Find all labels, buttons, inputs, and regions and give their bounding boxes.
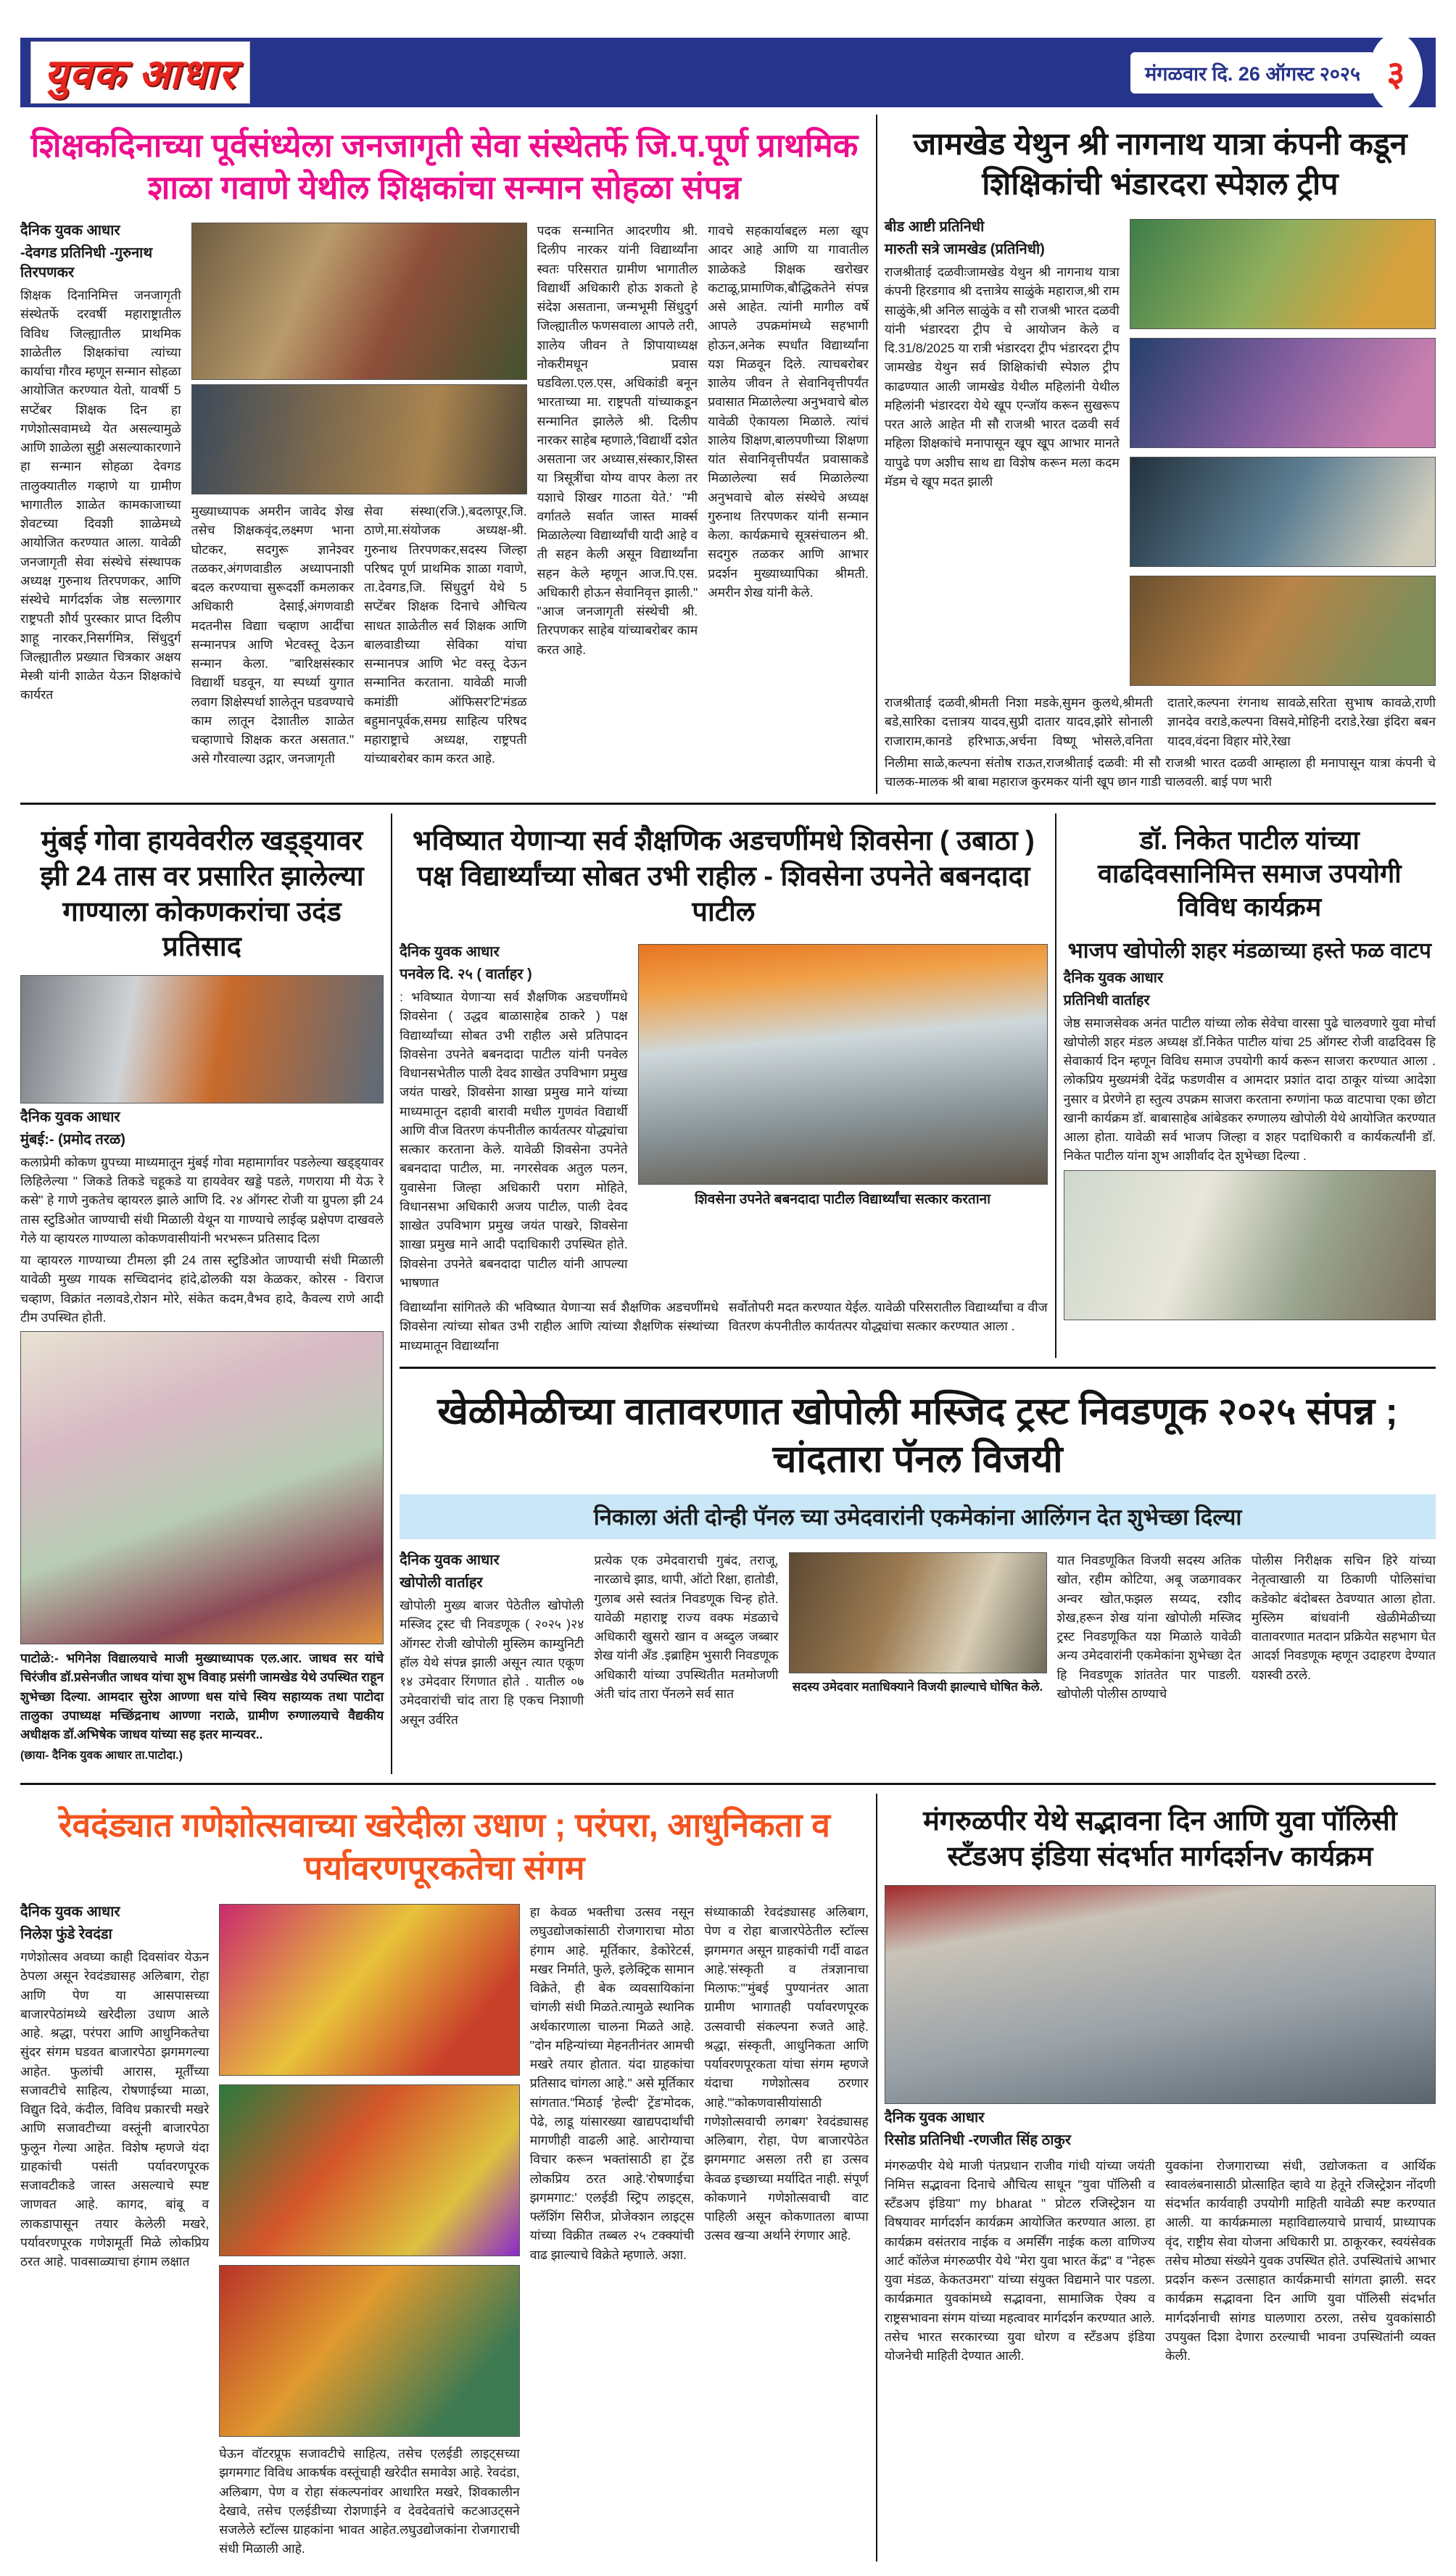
khopoli-body-col4: पोलीस निरीक्षक सचिन हिरे यांच्या नेतृत्वाखाली या ठिकाणी पोलिसांचा कडेकोट बंदोबस्त ठेवण्यात आला होता. मुस्लिम बांधवांनी खेळीमेळीच्या वातावरणात मतदान प्रक्रियेत सहभाग घेत आदर्श निवडणूक म्हणून उदाहरण देण्यात यशस्वी ठरले. xyxy=(1251,1553,1436,1682)
revdanda-body-col1: गणेशोत्सव अवघ्या काही दिवसांवर येऊन ठेपला असून रेवदंड्यासह अलिबाग, रोहा आणि पेण या आसपासच्या बाजारपेठांमध्ये खरेदीला उधाण आले आहे. श्रद्धा, परंपरा आणि आधुनिकतेचा सुंदर संगम घडवत बाजारपेठा झगमगल्या आहेत. फुलांची आरास, मूर्तींच्या सजावटीचे साहित्य, रोषणाईच्या माळा, विद्युत दिवे, कंदील, विविध प्रकारची मखरे आणि सजावटीच्या वस्तूंनी बाजारपेठा फुलून गेल्या आहेत. विशेष म्हणजे यंदा ग्राहकांची पसंती पर्यावरणपूरक सजावटीकडे जास्त असल्याचे स्पष्ट जाणवत आहे. कागद, बांबू व लाकडापासून तयार केलेली मखरे, पर्यावरणपूरक गणेशमूर्ती मिळे लोकप्रिय ठरत आहे. पावसाळ्याचा हंगाम लक्षात xyxy=(20,1950,210,2269)
shivsena-byline2: पनवेल दि. २५ ( वार्ताहर ) xyxy=(400,966,532,983)
shivsena-headline: भविष्यात येणाऱ्या सर्व शैक्षणिक अडचणींमधे शिवसेना ( उबाठा ) पक्ष विद्यार्थ्यांच्या सोबत उभी राहील - शिवसेना उपनेते बबनदादा पाटील xyxy=(412,826,1035,927)
jamkhed-names-list: राजश्रीताई दळवी,श्रीमती निशा मडके,सुमन कुलथे,श्रीमती बडे,सारिका दत्तात्रय यादव,सुप्री दातार यादव,झोरे सोनाली राजाराम,कानडे हरिभाऊ,अर्चना विष्णू भोसले,वनिता दातारे,कल्पना रंगनाथ सावळे,सरिता सुभाष कावळे,राणी ज्ञानदेव वराडे,कल्पना विसवे,मोहिनी दराडे,रेखा इंदिरा बबन यादव,वंदना विहार मोरे,रेखा xyxy=(884,695,1436,748)
page-number-badge xyxy=(1369,33,1423,112)
vertical-divider xyxy=(391,813,392,1774)
revdanda-photo-collage xyxy=(219,1900,520,2561)
khopoli-strap: निकाला अंती दोन्ही पॅनल च्या उमेदवारांनी एकमेकांना आलिंगन देत शुभेच्छा दिल्या xyxy=(400,1494,1436,1539)
revdanda-body-col2: घेऊन वॉटरप्रूफ सजावटीचे साहित्य, तसेच एलईडी लाइट्सच्या झगमगाट विविध आकर्षक वस्तूंचाही खरेदीत समावेश आहे. रेवदंडा, अलिबाग, पेण व रोहा संकल्पनांवर आधारित मखरे, शिवकालीन देखावे, तसेच एलईडीच्या रोशणाईने व देवदेवतांचे कटआउट्सने सजलेले स्टॉल्स ग्राहकांना भावत आहेत.लघुउद्योजकांना रोजगाराची संधी मिळाली आहे. xyxy=(219,2446,520,2556)
horizontal-divider xyxy=(20,1783,1436,1785)
teacher-col-4 xyxy=(537,218,698,771)
mangrulpir-body-col2: युवकांना रोजगाराच्या संधी, उद्योजकता व आर्थिक स्वावलंबनासाठी प्रोत्साहित व्हावे या हेतूने रजिस्ट्रेशन नोंदणी संदर्भात कार्यवाही उपयोगी माहिती यावेळी स्पष्ट करण्यात आली. या कार्यक्रमाला महाविद्यालयाचे प्राचार्य, प्राध्यापक वृंद, राष्ट्रीय सेवा योजना अधिकारी प्रा. ठाकूरकर, स्वयंसेवक तसेच मोठ्या संख्येने युवक उपस्थित होते. उपस्थितांचे आभार प्रदर्शन करून उत्साहात कार्यक्रमाची सांगता झाली. सदर कार्यक्रम सद्भावना दिन आणि युवा पॉलिसी संदर्भात मार्गदर्शनाची सांगड घालणारा ठरला, तसेच युवकांसाठी उपयुक्त दिशा देणारा ठरल्याची भावना उपस्थितांनी व्यक्त केली. xyxy=(1165,2158,1436,2364)
niket-body: जेष्ठ समाजसेवक अनंत पाटील यांच्या लोक सेवेचा वारसा पुढे चालवणारे युवा मोर्चा खोपोली शहर मंडल अध्यक्ष डॉ.निकेत पाटील यांचा 25 ऑगस्ट रोजी वाढदिवस हि सेवाकार्य दिन म्हणून विविध समाज उपयोगी कार्य करून साजरा करण्यात आला . लोकप्रिय मुख्यमंत्री देवेंद्र फडणवीस व आमदार प्रशांत दादा ठाकूर यांच्या आदेशा नुसार व प्रेरणेने हा स्तुत्य उपक्रम साजरा करताना रुग्णांना फळ वाटपाचा एका छोटा खानी कार्यक्रम डॉ. बाबासाहेब आंबेडकर रुग्णालय खोपोली येथे आयोजित करण्यात आला होता. यावेळी सर्व भाजप जिल्हा व शहर पदाधिकारी व कार्यकर्त्यांनी डॉ. निकेत पाटील यांना शुभ आशीर्वाद देत शुभेच्छा दिल्या . xyxy=(1063,1015,1436,1164)
article-teacher-honor xyxy=(20,115,869,794)
issue-date: मंगळवार दि. 26 ऑगस्ट २०२५ xyxy=(1130,52,1375,94)
article-revdanda xyxy=(20,1794,869,2561)
mangrulpir-body-col1: मंगरुळपीर येथे माजी पंतप्रधान राजीव गांधी यांच्या जयंती निमित्त सद्भावना दिनाचे औचित्य साधून "युवा पॉलिसी व स्टँडअप इंडिया" my bharat " प्रोटल रजिस्ट्रेशन या विषयावर मार्गदर्शन कार्यक्रम आयोजित करण्यात आला. हा कार्यक्रम वसंतराव नाईक व अमर्सिंग नाईक कला वाणिज्य आर्ट कॉलेज मंगरुळपीर येथे "मेरा युवा भारत केंद्र" व "नेहरू युवा मंडळ, केकतउमरा" यांच्या संयुक्त विद्यमाने पार पडला. कार्यक्रमात युवकांमध्ये सद्भावना, सामाजिक ऐक्य व राष्ट्रसभावना संगम यांच्या महत्वावर मार्गदर्शन करण्यात आले. तसेच भारत सरकारच्या युवा धोरण व स्टँडअप इंडिया योजनेची माहिती देण्यात आली. xyxy=(884,2158,1155,2364)
shivsena-byline1: दैनिक युवक आधार xyxy=(400,944,500,961)
shivsena-photo-caption: शिवसेना उपनेते बबनदादा पाटील विद्यार्थ्यांचा सत्कार करताना xyxy=(695,1192,991,1208)
teacher-body-col2: मुख्याध्यापक अमरीन जावेद शेख तसेच शिक्षकवृंद,लक्ष्मण भाना घोटकर, सदगुरू ज्ञानेश्वर तळकर,अंगणवाडील अध्यापनाशी बदल करण्याचा सुरूदर्शी कमलाकर अधिकारी देसाई,अंगणवाडी मदतनीस विद्याा चव्हाण आदींचा सन्मानपत्र आणि भेटवस्तू देऊन सन्मान केला. "बारिक्षसंस्कार विद्यार्थी घडवून, या स्पर्ध्या युगात लवाग शिक्षेस्पर्धा शालेतून घडवण्याचे काम लातून देशातील शाळेत चव्हाणाचे शिक्षक करत असतात." असे गौरवाल्या उद्गार, जनजागृती xyxy=(191,504,355,766)
shivsena-photo-col xyxy=(638,940,1048,1295)
vertical-divider xyxy=(876,115,877,794)
article-shivsena xyxy=(400,813,1048,1358)
niket-headline: डॉ. निकेत पाटील यांच्या वाढदिवसानिमित्त समाज उपयोगी विविध कार्यक्रम xyxy=(1097,825,1402,922)
niket-byline2: प्रतिनिधी वार्ताहर xyxy=(1063,992,1150,1009)
article-jamkhed-trip xyxy=(885,115,1436,794)
mangrulpir-headline: मंगरुळपीर येथे सद्भावना दिन आणि युवा पॉलिसी स्टँडअप इंडिया संदर्भात मार्गदर्शनv कार्यक्रम xyxy=(923,1806,1397,1872)
teacher-byline2: -देवगड प्रतिनिधी -गुरुनाथ तिरपणकर xyxy=(20,245,153,281)
masthead-date-block xyxy=(1130,33,1423,112)
newspaper-logo-text: युवक आधार xyxy=(44,51,237,96)
article-mumbai-goa xyxy=(20,813,384,1774)
khopoli-body-col2: प्रत्येक एक उमेदवाराची गुबंद, तराजू, नारळाचे झाड, थापी, ऑटो रिक्षा, हातोडी, गुलाब असे स्वतंत्र निवडणूक चिन्ह होते. यावेळी महाराष्ट्र राज्य वक्फ मंडळाचे अधिकारी खुसरो खान व अब्दुल जब्बार शेख यांनी अँड .इब्राहिम भुसारी निवडणूक अधिकारी यांच्या उपस्थितीत मतमोजणी अंती चांद तारा पॅनलने सर्व सात xyxy=(594,1553,779,1701)
revdanda-byline2: निलेश फुंडे रेवदंडा xyxy=(20,1926,112,1943)
jamkhed-photo-collage xyxy=(1130,215,1436,690)
revdanda-byline1: दैनिक युवक आधार xyxy=(20,1904,120,1921)
photo-zee-studio-team xyxy=(20,975,384,1103)
mangrulpir-byline2: रिसोड प्रतिनिधी -रणजीत सिंह ठाकुर xyxy=(884,2132,1071,2148)
article-teacher-headline: शिक्षकदिनाच्या पूर्वसंध्येला जनजागृती सेवा संस्थेतर्फे जि.प.पूर्ण प्राथमिक शाळा गवाणे येथील शिक्षकांचा सन्मान सोहळा संपन्न xyxy=(30,127,859,206)
jamkhed-headline: जामखेड येथुन श्री नागनाथ यात्रा कंपनी कडून शिक्षिकांची भंडारदरा स्पेशल ट्रीप xyxy=(913,127,1407,202)
article-khopoli-election xyxy=(400,1378,1436,1732)
niket-byline1: दैनिक युवक आधार xyxy=(1063,969,1164,986)
vertical-divider xyxy=(1055,813,1056,1358)
teacher-byline1: दैनिक युवक आधार xyxy=(20,223,120,239)
article-mangrulpir xyxy=(885,1794,1436,2561)
mangrulpir-byline1: दैनिक युवक आधार xyxy=(884,2109,985,2126)
revdanda-col-1 xyxy=(20,1900,209,2561)
photo-wedding-group xyxy=(20,1331,384,1644)
teacher-body-col1: शिक्षक दिनानिमित्त जनजागृती संस्थेतर्फे दरवर्षी महाराष्ट्रातील विविध जिल्ह्यातील प्राथमिक शाळेतील शिक्षकांचा त्यांच्या कार्याचा गौरव म्हणून सन्मान सोहळा आयोजित करण्यात येतो, यावर्षी 5 सप्टेंबर शिक्षक दिन हा गणेशोत्सवामध्ये येत असल्यामुळे आणि शाळेला सुट्टी असल्याकारणाने हा सन्मान सोहळा देवगड तालुक्यातील गव्हाणे या ग्रामीण भागातील शाळेत कामकाजाच्या शेवटच्या दिवशी शाळेमध्ये आयोजित करण्यात आला. यावेळी जनजागृती सेवा संस्थेचे संस्थापक अध्यक्ष गुरुनाथ तिरपणकर, आणि संस्थेचे मार्गदर्शक जेष्ठ सल्लागार राष्ट्रपती शौर्य पुरस्कार प्राप्त दिलीप शाहू नारकर,निसर्गमित्र, सिंधुदुर्ग जिल्ह्यातील प्रख्यात चित्रकार अक्षय मेस्त्री यांनी शाळेत येऊन शिक्षकांचे कार्यरत xyxy=(20,288,181,703)
teacher-col-1 xyxy=(20,218,181,771)
khopoli-headline: खेळीमेळीच्या वातावरणात खोपोली मस्जिद ट्रस्ट निवडणूक २०२५ संपन्न ; चांदतारा पॅनल विजयी xyxy=(437,1390,1398,1481)
shivsena-bottom-col2: सर्वोतोपरी मदत करण्यात येईल. यावेळी परिसरातील विद्यार्थ्यांचा व वीज वितरण कंपनीतील कार्यतत्पर योद्ध्यांचा सत्कार करण्यात आला . xyxy=(728,1300,1048,1334)
khopoli-col-1 xyxy=(400,1548,584,1732)
bottom-band xyxy=(20,1794,1436,2561)
khopoli-body-col1: खोपोली मुख्य बाजर पेठेतील खोपोली मस्जिद ट्रस्ट ची निवडणूक ( २०२५ )२४ ऑगस्ट रोजी खोपोली मुस्लिम काम्युनिटी हॉल येथे संपन्न झाली असून त्यात एकूण १४ उमेदवार रिंगणात होते . यातील ०७ उमेदवारांची चांद तारा हि एकच निशाणी असून उर्वरित xyxy=(400,1598,584,1727)
top-band xyxy=(20,115,1436,794)
middle-right-cluster xyxy=(400,813,1436,1774)
photo-market-idols xyxy=(219,2265,520,2437)
khopoli-photo-caption: सदस्य उमेदवार मताधिक्याने विजयी झाल्याचे घोषित केले. xyxy=(792,1680,1043,1694)
teacher-body-col5: गावचे सहकार्याबद्दल मला खूप आदर आहे आणि या गावातील शाळेकडे शिक्षक खरोखर कटाळू,प्रामाणिक,बौद्धिकतेने संपन्न असे आहेत. त्यांनी मागील वर्षे आपले उपक्रमांमध्ये सहभागी होऊन,अनेक स्पर्धांत विद्यार्थ्यांना यश मिळवून दिले. त्याचबरोबर शालेय जीवन ते सेवानिवृत्तीपर्यंत प्रवासात मिळालेल्या अनुभवाचे बोल यावेळी ऐकायला मिळाले. त्यांचं शालेय शिक्षण,बालपणीच्या शिक्षणा यांत सेवानिवृत्तीपर्यंत प्रवासाकडे मिळालेल्या सर्व मिळालेल्या अनुभवाचे बोल संस्थेचे अध्यक्ष गुरुनाथ तिरपणकर यांनी सन्मान केला. कार्यक्रमाचे सूत्रसंचालन श्री. सदगुरु तळकर आणि आभार प्रदर्शन मुख्याध्यापिका श्रीमती. अमरीन शेख यांनी केले. xyxy=(708,223,869,600)
teacher-col-5 xyxy=(708,218,869,771)
wedding-caption: पाटोळे:- भगिनेश विद्यालयाचे माजी मुख्याध्यापक एल.आर. जाधव सर यांचे चिरंजीव डॉ.प्रसेनजीत जाधव यांचा शुभ विवाह प्रसंगी जामखेड येथे उपस्थित राहून शुभेच्छा दिल्या. आमदार सुरेश आण्णा धस यांचे स्विय सहाय्यक तथा पाटोदा तालुका उपाध्यक्ष मच्छिंद्रनाथ आण्णा नराळे, ग्रामीण रुग्णालयाचे वैद्यकीय अधीक्षक डॉ.अभिषेक जाधव यांच्या सह इतर मान्यवर.. xyxy=(20,1651,384,1742)
photo-credit: (छाया- दैनिक युवक आधार ता.पाटोदा.) xyxy=(20,1749,183,1763)
mumbai-goa-body2: या व्हायरल गाण्याच्या टीमला झी 24 तास स्टुडिओत जाण्याची संधी मिळाली यावेळी मुख्य गायक सच्चिदानंद हांदे,ढोलकी यश केळकर, कोरस - विराज चव्हाण, विक्रांत नलावडे,रोशन मोरे, संकेत कदम,वैभव हादे, कैवल्य राणे आदी टीम उपस्थित होती. xyxy=(20,1253,384,1325)
photo-shivsena-felicitation xyxy=(638,944,1048,1185)
photo-trip-night xyxy=(1130,457,1436,567)
photo-trip-group-2 xyxy=(1130,338,1436,448)
jamkhed-body: राजश्रीताई दळवीःजामखेड येथुन श्री नागनाथ यात्रा कंपनी हिरडगाव श्री दत्तात्रेय साळुंके महाराज,श्री राम साळुंके,श्री अनिल साळुंके व सौ राजश्री भारत दळवी यांनी भंडारदरा ट्रीप चे आयोजन केले व दि.31/8/2025 या रात्री भंडारदरा ट्रीप भंडारदरा ट्रीप जामखेड येथुन सर्व शिक्षिकांची स्पेशल ट्रीप काढण्यात आली जामखेड येथील महिलांनी येथील महिलांनी भंडारदरा येथे खूप एन्जॉय करून सुखरूप परत आले आहेत मी सौ राजश्री भारत दळवी सर्व महिला शिक्षकांचे मनापासून खूप खूप आभार मानते यापुढे पण अशीच साथ द्या विशेष करून मला कदम मॅडम चे खूप मदत झाली xyxy=(884,265,1120,489)
revdanda-body-col4: संध्याकाळी रेवदंड्यासह अलिबाग, पेण व रोहा बाजारपेठेतील स्टॉल्स झगमगत असून ग्राहकांची गर्दी वाढत आहे.'संस्कृती व तंत्रज्ञानाचा मिलाफ:'"मुंबई पुण्यानंतर आता ग्रामीण भागातही पर्यावरणपूरक उत्सवाची संकल्पना रुजते आहे. श्रद्धा, संस्कृती, आधुनिकता आणि पर्यावरणपूरकता यांचा संगम म्हणजे यंदाचा गणेशोत्सव ठरणार आहे."'कोकणवासीयांसाठी गणेशोत्सवाची लगबग' रेवदंड्यासह अलिबाग, रोहा, पेण बाजारपेठेत झगमगाट असला तरी हा उत्सव केवळ इच्छाच्या मर्यादित नाही. संपूर्ण कोकणाने गणेशोत्सवाची वाट पाहिली असून कोकणातला बाप्पा उत्सव खऱ्या अर्थाने रंगणार आहे. xyxy=(704,1905,869,2243)
khopoli-photo-col xyxy=(789,1548,1047,1732)
newspaper-logo xyxy=(30,41,250,104)
jamkhed-text-col xyxy=(885,215,1120,690)
jamkhed-footer-line: निलीमा साळे,कल्पना संतोष राऊत,राजश्रीताई दळवी: मी सौ राजश्री भारत दळवी आम्हाला ही मनापासून यात्रा कंपनी चे चालक-मालक श्री बाबा महाराज कुरमकर यांनी खूप छान गाडी चालवली. बाई पण भारी xyxy=(884,755,1436,790)
khopoli-body-col3: यात निवडणूकित विजयी सदस्य अतिक खोत, रहीम कोटिया, अबू जळगावकर अन्वर खोत,फझल सय्यद, रशीद शेख,हरून शेख यांना खोपोली मस्जिद ट्रस्ट निवडणूकित यश मिळाले यावेळी अन्य उमेदवारांनी एकमेकांना शुभेच्छा देत हि निवडणूक शांततेत पार पाडली. खोपोली पोलीस ठाण्याचे xyxy=(1056,1553,1241,1701)
shivsena-text-col xyxy=(400,940,627,1295)
photo-ceremony-felicitation xyxy=(191,384,527,494)
revdanda-body-col3: हा केवळ भक्तीचा उत्सव नसून लघुउद्योजकांसाठी रोजगाराचा मोठा हंगाम आहे. मूर्तिकार, डेकोरेटर्स, मखर निर्माते, फुले, इलेक्ट्रिक सामान विक्रेते, ही बेक व्यवसायिकांना चांगली संधी मिळते.त्यामुळे स्थानिक अर्थकारणाला चालना मिळते आहे. "दोन महिन्यांच्या मेहनतीनंतर आमची मखरे तयार होतात. यंदा ग्राहकांचा प्रतिसाद चांगला आहे." असे मूर्तिकार सांगतात."मिठाई 'हेल्दी' ट्रेंड'मोदक, पेढे, लाडू यांसारख्या खाद्यपदार्थांची मागणीही वाढली आहे. आरोग्याचा विचार करून भक्तांसाठी हा ट्रेंड लोकप्रिय ठरत आहे.'रोषणाईचा झगमगाट:' एलईडी स्ट्रिप लाइट्स, फ्लॅशिंग सिरीज, प्रोजेक्शन लाइट्स यांच्या विक्रीत तब्बल २५ टक्क्यांची वाढ झाल्याचे विक्रेते म्हणाले. अशा. xyxy=(529,1905,695,2262)
article-niket-patil xyxy=(1064,813,1436,1358)
middle-band xyxy=(20,813,1436,1774)
shivsena-body: : भविष्यात येणाऱ्या सर्व शैक्षणिक अडचणींमधे शिवसेना ( उद्धव बाळासाहेब ठाकरे ) पक्ष विद्यार्थ्यांच्या सोबत उभी राहील असे प्रतिपादन शिवसेना उपनेते बबनदादा पाटील यांनी पनवेल विधानसभेतील पाली देवद शाखेत उपविभाग प्रमुख जयंत पाखरे, शिवसेना शाखा प्रमुख माने यांच्या माध्यमातून दहावी बारावी मधील गुणवंत विद्यार्थी आणि वीज वितरण कंपनीतील कार्यतत्पर योद्ध्यांचा सत्कार करताना केले. यावेळी शिवसेना उपनेते बबनदादा पाटील, मा. नगरसेवक अतुल पलन, युवासेना जिल्हा अधिकारी पराग मोहिते, विधानसभा अधिकारी अजय पाटील, पाली देवद शाखेत उपविभाग प्रमुख जयंत पाखरे, शिवसेना शाखा प्रमुख माने आदी पदाधिकारी उपस्थित होते. शिवसेना उपनेते बबनदादा पाटील यांनी आपल्या भाषणात xyxy=(400,990,628,1290)
teacher-body-col3: सेवा संस्था(रजि.),बदलापूर,जि. ठाणे,मा.संयोजक अध्यक्ष-श्री. गुरुनाथ तिरपणकर,सदस्य जिल्हा परिषद पूर्ण प्राथमिक शाळा गवाणे, ता.देवगड,जि. सिंधुदुर्ग येथे 5 सप्टेंबर शिक्षक दिनाचे औचित्य साधत शाळेतील सर्व शिक्षक आणि बालवाडीच्या सेविका यांचा सन्मानपत्र आणि भेट वस्तू देऊन सन्मानित करताना. यावेळी माजी कमांडीो ऑफिसर'टि'मंडळ बहुमानपूर्वक,समग्र साहित्य परिषद महाराष्ट्राचे अध्यक्ष, राष्ट्रपती यांच्याबरोबर काम करत आहे. xyxy=(364,504,527,766)
horizontal-divider xyxy=(400,1367,1436,1369)
photo-trip-temple xyxy=(1130,576,1436,686)
photo-ceremony-stage xyxy=(191,223,527,380)
mumbai-goa-body1: कलाप्रेमी कोकण ग्रुपच्या माध्यमातून मुंबई गोवा महामार्गावर पडलेल्या खड्ड्यावर लिहिलेल्या " जिकडे तिकडे चहूकडे या हायवेवर खड्डे पडले, गणराया मी येऊ रे कसे" हे गाणे नुकतेच व्हायरल झाले आणि दि. २४ ऑगस्ट रोजी या ग्रुपला झी 24 तास स्टुडिओत जाण्याची संधी मिळाली येथून या गाण्याचे लाईव्ह प्रक्षेपण दाखवले गेले या व्हायरल गाण्याला कोकणवासीयांनी भरभरून प्रतिसाद दिला xyxy=(20,1154,384,1246)
teacher-col-mid xyxy=(191,218,527,771)
revdanda-headline: रेवदंड्यात गणेशोत्सवाच्या खरेदीला उधाण ; परंपरा, आधुनिकता व पर्यावरणपूरकतेचा संगम xyxy=(58,1806,830,1887)
page-number: ३ xyxy=(1386,54,1405,94)
khopoli-byline1: दैनिक युवक आधार xyxy=(400,1552,500,1569)
photo-guidance-program xyxy=(885,1885,1436,2104)
mumbai-goa-byline2: मुंबई:- (प्रमोद तरळ) xyxy=(20,1131,125,1148)
photo-market-garlands xyxy=(219,1904,520,2076)
mumbai-goa-headline: मुंबई गोवा हायवेवरील खड्ड्यावर झी 24 तास वर प्रसारित झालेल्या गाण्याला कोकणकरांचा उदंड प्रतिसाद xyxy=(40,826,364,963)
photo-trip-group-1 xyxy=(1130,219,1436,329)
photo-market-decorations xyxy=(219,2084,520,2256)
shivsena-bottom-col1: विद्यार्थ्यांना सांगितले की भविष्यात येणाऱ्या सर्व शैक्षणिक अडचणींमधे शिवसेना त्यांच्या सोबत उभी राहील आणि त्यांच्या शैक्षणिक संस्थांच्या माध्यमातून विद्यार्थ्यांना xyxy=(400,1300,719,1353)
masthead xyxy=(20,38,1436,107)
niket-subhead: भाजप खोपोली शहर मंडळाच्या हस्ते फळ वाटप xyxy=(1067,938,1431,963)
jamkhed-byline1: बीड आष्टी प्रतिनिधी xyxy=(884,219,985,236)
teacher-body-col4: पदक सन्मानित आदरणीय श्री. दिलीप नारकर यांनी विद्यार्थ्यांना स्वतः परिसरात ग्रामीण भागातील विद्यार्थी अधिकारी होऊ शकतो हे संदेश असताना, जन्मभूमी सिंधुदुर्ग जिल्ह्यातील फणसवाला आपले तरी, शालेय जीवन ते शिपायाध्यक्ष नोकरीमधून प्रवास घडविला.एल.एस, अधिकांडी बनून भारताच्या मा. राष्ट्रपती यांच्याकडून सन्मानित झालेले श्री. दिलीप नारकर साहेब म्हणाले,'विद्यार्थी दशेत असताना जर अध्यास,संस्कार,शिस्त या त्रिसूत्रींचा योग्य वापर केला तर यशाचे शिखर गाठता येते.' "मी वर्गातले सर्वात जास्त मार्क्स मिळालेल्या विद्यार्थ्यांची यादी आहे व ती सहन केली असून विद्यार्थ्यांना सहन केले म्हणून आज.पि.एस. अधिकारी होऊन सेवानिवृत्त झाली." "आज जनजागृती संस्थेची श्री. तिरपणकर साहेब यांच्याबरोबर काम करत आहे. xyxy=(537,223,698,657)
jamkhed-byline2: मारुती सत्रे जामखेड (प्रतिनिधी) xyxy=(884,241,1045,258)
photo-khopoli-counting-hall xyxy=(789,1552,1047,1673)
khopoli-byline2: खोपोली वार्ताहर xyxy=(400,1575,483,1591)
vertical-divider xyxy=(876,1794,877,2561)
photo-hospital-fruit-distribution xyxy=(1064,1170,1436,1320)
horizontal-divider xyxy=(20,803,1436,805)
mumbai-goa-byline1: दैनिक युवक आधार xyxy=(20,1109,120,1125)
